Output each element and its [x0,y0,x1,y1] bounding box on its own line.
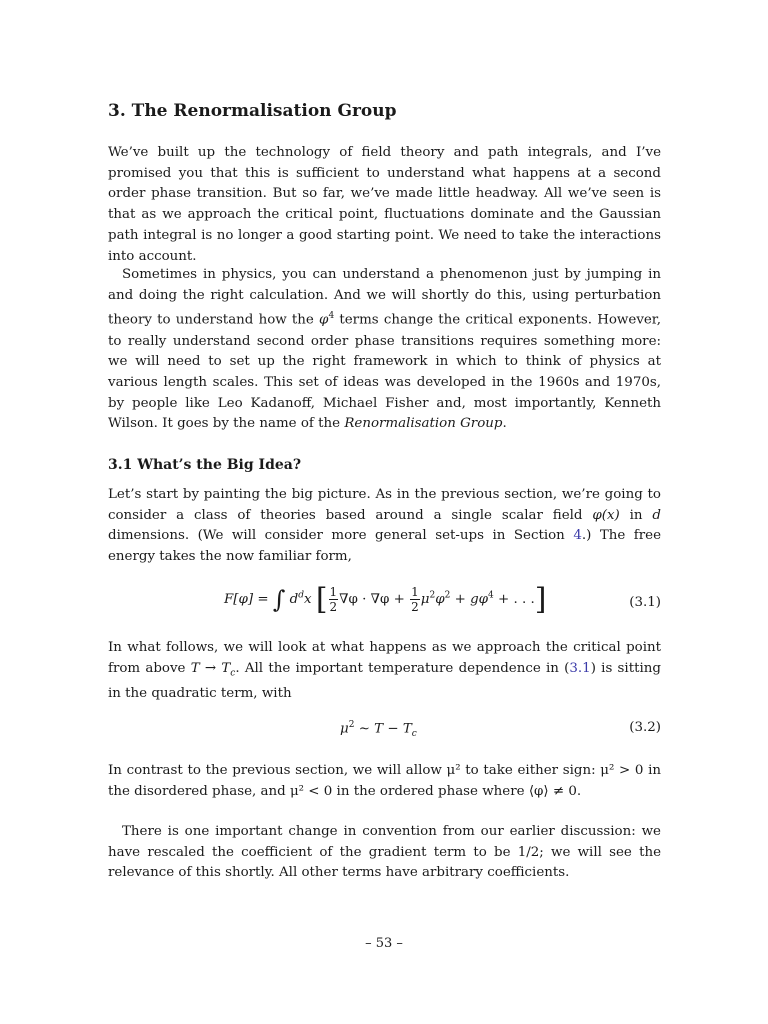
fraction-denominator: 2 [329,600,338,614]
paragraph-2 [108,265,661,435]
mu-symbol: μ [420,592,430,607]
p2-text-a: Sometimes in physics, you can understand a phenomenon just by jumping in and doing the right calculation. And we will shortly do this, using perturbation theory to understand how the [108,267,661,328]
field-symbol: φ(x) [592,507,620,523]
paragraph-6 [108,822,661,884]
dimension-symbol: d [652,507,661,523]
paragraph-intro [108,143,661,267]
page-number: – 53 – [365,936,403,951]
eq2-subscript: c [411,729,417,740]
rg-emphasis: Renormalisation Group [344,416,503,432]
p3-text-a: Let’s start by painting the big picture. As in the previous section, we’re going to consider a class of theories based around a single scalar field [108,487,661,523]
phi-symbol: φ [319,312,329,328]
section-4-link[interactable]: 4 [573,528,582,544]
open-bracket: [ [315,582,328,617]
phi-squared: φ [435,592,445,607]
paragraph-5 [108,761,661,802]
quartic-term: + gφ [450,592,489,607]
p4-text-d: ) is sitting in the quadratic term, with [108,660,661,702]
p2-end: . [502,416,507,432]
eq1-tail: + . . . [493,592,535,607]
eq2-mu-exp: 2 [348,720,355,730]
integral-sign: ∫ [272,585,286,614]
equation-number-3-2: (3.2) [629,720,661,735]
eq1-measure-exp: d [298,590,304,601]
p3-text-e: .) The free energy takes the now familiar form, [108,528,661,565]
p3-text-b: in [619,507,653,523]
eq2-relation: ∼ T − T [354,721,412,737]
fraction-numerator: 1 [329,585,338,599]
half-fraction-2 [410,585,420,614]
paragraph-3 [108,485,661,568]
fraction-denominator-2: 2 [411,600,419,614]
phi-squared-exp: 2 [444,590,451,601]
quartic-exp: 4 [488,590,494,601]
phi-exponent: 4 [328,311,335,322]
paragraph-4 [108,638,661,705]
p3-text-c: dimensions. (We will consider more general set-ups in Section [108,528,574,544]
eq1-measure: d [289,592,299,607]
eq1-lhs: F[φ] = [224,592,273,607]
equation-number-3-1: (3.1) [629,595,661,610]
equation-3-1-link[interactable]: 3.1 [569,660,591,676]
half-fraction [329,585,339,614]
close-bracket: ] [534,582,547,617]
gradient-term: ∇φ · ∇φ + [339,592,410,607]
equation-3-2 [108,720,661,742]
mu-exponent: 2 [429,590,436,601]
p5-text: In contrast to the previous section, we will allow μ² to take either sign: μ² > 0 in the disordered phase, and μ² < 0 in the ordered phase where ⟨φ⟩ ≠ 0. [108,763,661,799]
eq2-mu: μ [340,721,349,737]
paragraph-1: We’ve built up the technology of field theory and path integrals, and I’ve promised you that this is sufficient to understand what happens at a second order phase transition. But so far, we’ve made little headway. All we’ve seen is that as we approach the critical point, fluctuations dominate and the Gaussian path integral is no longer a good starting point. We need to take the interactions into account. [108,145,661,264]
p4-text-b: . All the important temperature dependence in ( [235,660,570,676]
section-title: 3. The Renormalisation Group [108,101,397,121]
p2-text-b: terms change the critical exponents. However, to really understand second order phase transitions requires something more: we will need to set up the right framework in which to think of physics at various length scales. This set of ideas was developed in the 1960s and 1970s, by people like Leo Kadanoff, Michael Fisher and, most importantly, Kenneth Wilson. It goes by the name of the [108,312,661,432]
temperature-limit: T → T [190,660,231,676]
eq1-measure-var: x [303,592,312,607]
p6-text: There is one important change in convention from our earlier discussion: we have rescaled the coefficient of the gradient term to be 1/2; we will see the relevance of this shortly. All other terms have arbitrary coefficients. [108,824,661,881]
critical-subscript: c [230,668,236,679]
fraction-numerator-2: 1 [411,585,419,599]
subsection-title: 3.1 What’s the Big Idea? [108,457,302,473]
equation-3-1 [108,582,661,626]
p4-text-a: In what follows, we will look at what happens as we approach the critical point from above [108,640,661,676]
